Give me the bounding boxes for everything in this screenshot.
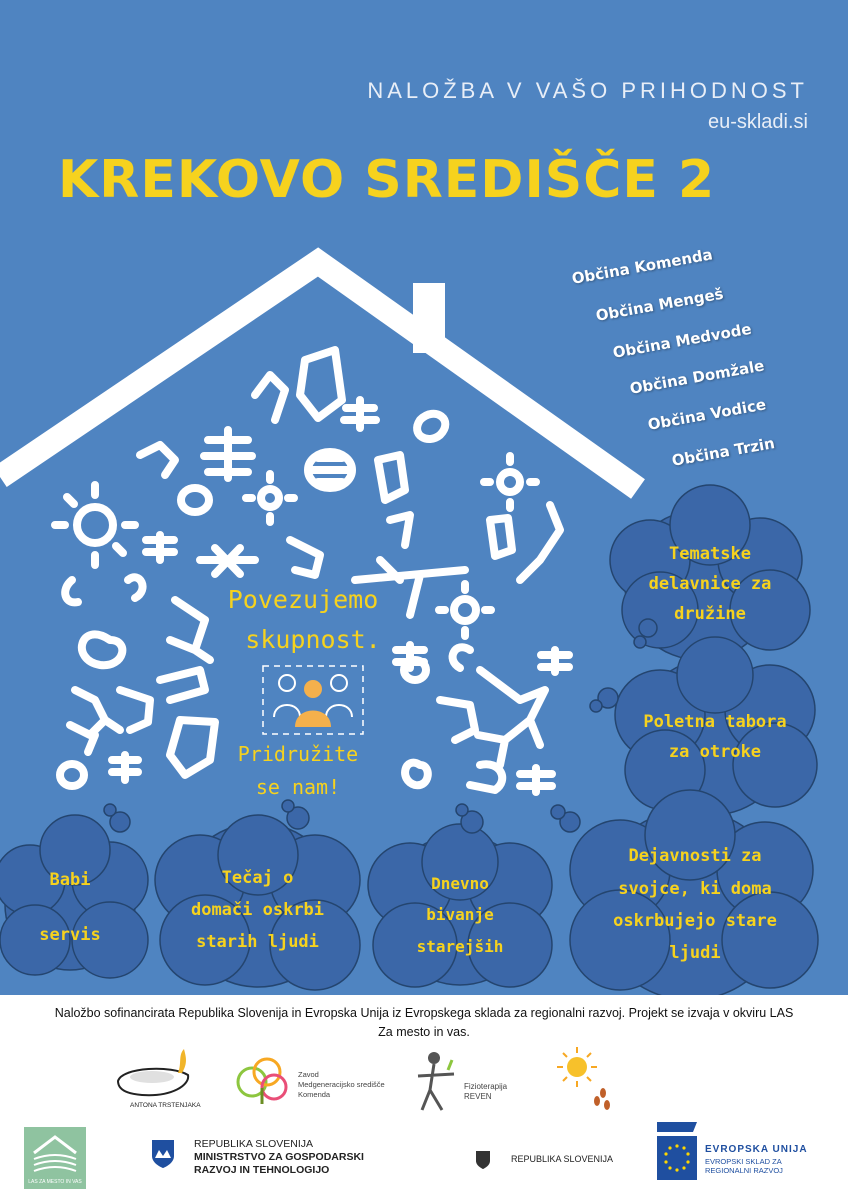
funding-note-line-1: Naložbo sofinancirata Republika Slovenija in Evropska Unija iz Evropskega sklada za regionalni razvoj. Projekt se izvaja v okviru LAS bbox=[54, 1006, 794, 1020]
cloud-babi-line-1: Babi bbox=[49, 870, 91, 891]
investment-slogan: NALOŽBA V VAŠO PRIHODNOST bbox=[367, 78, 808, 103]
eu-site-link[interactable]: eu-skladi.si bbox=[707, 111, 808, 133]
cloud-dejavnosti bbox=[600, 835, 790, 975]
ministry-logo-line-3: RAZVOJ IN TEHNOLOGIJO bbox=[194, 1164, 330, 1177]
cloud-dejavnosti-line-4: ljudi bbox=[669, 943, 721, 964]
republika-logo-text: REPUBLIKA SLOVENIJA bbox=[511, 1154, 614, 1164]
cloud-dejavnosti-line-1: Dejavnosti za bbox=[628, 846, 762, 867]
cloud-tecaj bbox=[175, 855, 340, 965]
municipality-vodice: Občina Vodice bbox=[646, 395, 768, 434]
cloud-poletna bbox=[630, 700, 800, 775]
cloud-dejavnosti-line-2: svojce, ki doma bbox=[618, 878, 772, 899]
slovenia-coat-of-arms-icon bbox=[150, 1138, 176, 1170]
ministry-logo bbox=[150, 1138, 390, 1188]
municipality-menges: Občina Mengeš bbox=[594, 284, 725, 325]
municipality-medvode: Občina Medvode bbox=[611, 319, 753, 362]
institut-logo-text: ANTONA TRSTENJAKA bbox=[130, 1102, 201, 1109]
zavod-logo-line-3: Komenda bbox=[298, 1089, 331, 1099]
fizio-logo-line-1: Fizioterapija bbox=[464, 1082, 508, 1091]
municipality-domzale: Občina Domžale bbox=[628, 356, 766, 398]
ministry-logo-line-1: REPUBLIKA SLOVENIJA bbox=[194, 1138, 314, 1150]
eu-logo bbox=[655, 1120, 830, 1185]
cloud-dnevno bbox=[400, 860, 520, 970]
zavod-logo-line-2: Medgeneracijsko središče bbox=[298, 1079, 385, 1089]
cloud-tematske-line-1: Tematske bbox=[669, 544, 751, 565]
poster-title: KREKOVO SREDIŠČE 2 bbox=[58, 150, 716, 210]
physio-figure-icon bbox=[412, 1050, 462, 1112]
cloud-poletna-line-2: za otroke bbox=[668, 741, 762, 762]
zavod-logo bbox=[232, 1052, 402, 1112]
slovenia-coat-of-arms-icon bbox=[475, 1150, 491, 1170]
eu-logo-line-2: EVROPSKI SKLAD ZA bbox=[705, 1156, 782, 1166]
sun-footprints-logo bbox=[555, 1045, 625, 1115]
republika-logo bbox=[475, 1150, 615, 1174]
las-logo-text: LAS ZA MESTO IN VAS bbox=[28, 1179, 82, 1185]
funding-note-line-2: Za mesto in vas. bbox=[378, 1024, 470, 1039]
cloud-dnevno-line-2: bivanje bbox=[426, 905, 494, 925]
cloud-tematske-line-3: družine bbox=[674, 603, 746, 624]
tree-icon bbox=[232, 1052, 294, 1107]
eu-logo-text bbox=[705, 1144, 808, 1175]
cloud-tecaj-line-1: Tečaj o bbox=[221, 867, 294, 888]
ministry-logo-text bbox=[194, 1138, 364, 1177]
center-line-se-nam: se nam! bbox=[255, 775, 341, 799]
eu-logo-line-3: REGIONALNI RAZVOJ bbox=[705, 1165, 783, 1175]
cloud-tecaj-line-2: domači oskrbi bbox=[190, 899, 325, 920]
fizio-logo-line-2: REVEN bbox=[464, 1092, 492, 1102]
center-line-povezujemo: Povezujemo bbox=[227, 585, 379, 614]
zavod-logo-text bbox=[298, 1070, 385, 1099]
center-line-pridruzite: Pridružite bbox=[237, 742, 359, 766]
eu-logo-line-1: EVROPSKA UNIJA bbox=[705, 1144, 808, 1155]
cloud-babi-line-2: servis bbox=[39, 924, 101, 945]
funding-note bbox=[0, 1004, 848, 1042]
municipality-trzin: Občina Trzin bbox=[670, 434, 777, 470]
cloud-dnevno-line-1: Dnevno bbox=[431, 874, 489, 894]
cloud-tematske-line-2: delavnice za bbox=[648, 574, 772, 595]
oil-lamp-icon bbox=[112, 1045, 197, 1105]
municipality-komenda: Občina Komenda bbox=[570, 245, 714, 288]
zavod-logo-line-1: Zavod bbox=[298, 1070, 319, 1079]
house-field-icon bbox=[24, 1127, 86, 1179]
institut-logo bbox=[112, 1045, 201, 1115]
cloud-poletna-line-1: Poletna tabora bbox=[643, 711, 787, 732]
ministry-logo-line-2: MINISTRSTVO ZA GOSPODARSKI bbox=[194, 1151, 364, 1164]
las-logo bbox=[24, 1127, 86, 1189]
cloud-dejavnosti-line-3: oskrbujejo stare bbox=[613, 911, 777, 931]
fizio-logo-text bbox=[464, 1082, 507, 1103]
cloud-dnevno-line-3: starejših bbox=[416, 936, 504, 956]
eu-flag-icon bbox=[655, 1120, 700, 1182]
cloud-tematske bbox=[630, 530, 790, 640]
fizio-logo bbox=[412, 1050, 532, 1115]
cloud-babi bbox=[20, 860, 120, 955]
cloud-tecaj-line-3: starih ljudi bbox=[196, 932, 319, 953]
center-line-skupnost: skupnost. bbox=[245, 625, 381, 654]
